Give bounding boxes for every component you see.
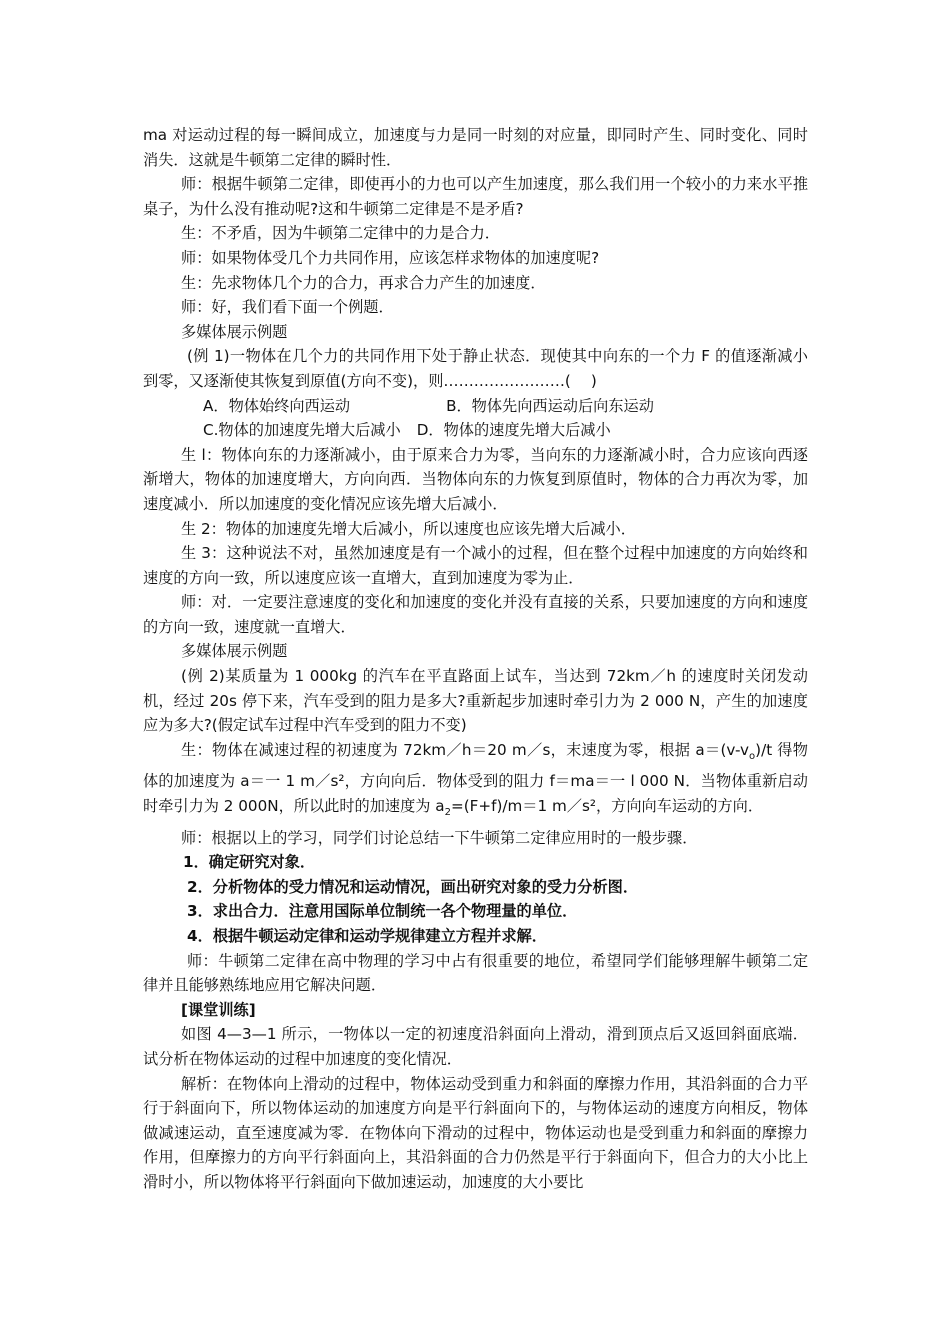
paragraph-12: 师：对．一定要注意速度的变化和加速度的变化并没有直接的关系，只要加速度的方向和速度的方向一致，速度就一直增大． <box>143 593 808 636</box>
example-1-question: (例 1)一物体在几个力的共同作用下处于静止状态．现使其中向东的一个力 F 的值逐渐减小到零，又逐渐使其恢复到原值(方向不变)，则……………………( ) <box>143 347 808 390</box>
subscript-2: 2 <box>444 807 451 819</box>
subscript-o: o <box>749 750 756 762</box>
paragraph-2: 师：根据牛顿第二定律，即使再小的力也可以产生加速度，那么我们用一个较小的力来水平推桌子，为什么没有推动呢?这和牛顿第二定律是不是矛盾? <box>143 175 808 218</box>
options-row-ab <box>143 394 808 419</box>
paragraph-10: 生 2：物体的加速度先增大后减小，所以速度也应该先增大后减小． <box>181 519 636 538</box>
options-row-cd <box>143 418 808 443</box>
paragraph-9: 生 l：物体向东的力逐渐减小，由于原来合力为零，当向东的力逐渐减小时，合力应该向西逐渐增大，物体的加速度增大，方向向西．当物体向东的力恢复到原值时，物体的合力再次为零，加速度减小．所以加速度的变化情况应该先增大后减小． <box>143 445 808 513</box>
paragraph-6: 师：好，我们看下面一个例题． <box>181 298 394 317</box>
paragraph-13: 多媒体展示例题 <box>181 642 288 661</box>
step-4: 4．根据牛顿运动定律和运动学规律建立方程并求解． <box>187 927 547 946</box>
option-d: D．物体的速度先增大后减小 <box>416 421 611 440</box>
step-3: 3．求出合力．注意用国际单位制统一各个物理量的单位． <box>187 902 578 921</box>
paragraph-5: 生：先求物体几个力的合力，再求合力产生的加速度． <box>181 273 546 292</box>
option-a: A．物体始终向西运动 <box>203 396 351 415</box>
analysis-paragraph: 解析：在物体向上滑动的过程中，物体运动受到重力和斜面的摩擦力作用，其沿斜面的合力平行于斜面向下，所以物体运动的加速度方向是平行斜面向下的，与物体运动的速度方向相反，物体做减速运动，直至速度减为零．在物体向下滑动的过程中，物体运动也是受到重力和斜面的摩擦力作用，但摩擦力的方向平行斜面向上，其沿斜面的合力仍然是平行于斜面向下，但合力的大小比上滑时小，所以物体将平行斜面向下做加速运动，加速度的大小要比 <box>143 1074 808 1191</box>
paragraph-4: 师：如果物体受几个力共同作用，应该怎样求物体的加速度呢? <box>181 248 600 267</box>
option-b: B．物体先向西运动后向东运动 <box>446 396 654 415</box>
solution-part-3: =(F+f)/m＝1 m／s²，方向向车运动的方向． <box>451 797 764 816</box>
paragraph-16: 师：根据以上的学习，同学们讨论总结一下牛顿第二定律应用时的一般步骤． <box>181 828 698 847</box>
example-2-solution <box>143 738 808 826</box>
solution-part-1: 生：物体在减速过程的初速度为 72km／h＝20 m／s，末速度为零，根据 a＝(v-v <box>181 740 750 759</box>
example-2-question: (例 2)某质量为 1 000kg 的汽车在平直路面上试车，当达到 72km／h 的速度时关闭发动机，经过 20s 停下来，汽车受到的阻力是多大?重新起步加速时牵引力为 2 000 N，产生的加速度应为多大?(假定试车过程中汽车受到的阻力不变) <box>143 667 808 735</box>
solution-part-2: )/t 得物体的加速度为 a＝一 1 m／s²，方向向后．物体受到的阻力 f＝ma＝一 l 000 N．当物体重新启动时牵引力为 2 000N，所以此时的加速度为 a <box>143 740 808 816</box>
paragraph-11: 生 3：这种说法不对，虽然加速度是有一个减小的过程，但在整个过程中加速度的方向始终和速度的方向一致，所以速度应该一直增大，直到加速度为零为止． <box>143 544 808 587</box>
paragraph-7: 多媒体展示例题 <box>181 322 288 341</box>
paragraph-1: ma 对运动过程的每一瞬间成立，加速度与力是同一时刻的对应量，即同时产生、同时变化、同时消失．这就是牛顿第二定律的瞬时性． <box>143 126 808 169</box>
paragraph-17: 师：牛顿第二定律在高中物理的学习中占有很重要的地位，希望同学们能够理解牛顿第二定律并且能够熟练地应用它解决问题． <box>143 951 808 995</box>
option-c: C.物体的加速度先增大后减小 <box>203 421 401 440</box>
section-heading-classroom-training: [课堂训练] <box>181 1000 256 1019</box>
document-body <box>143 123 808 1195</box>
paragraph-19: 如图 4—3—1 所示，一物体以一定的初速度沿斜面向上滑动，滑到顶点后又返回斜面底端．试分析在物体运动的过程中加速度的变化情况． <box>143 1025 808 1069</box>
step-1: 1．确定研究对象． <box>183 853 316 872</box>
paragraph-3: 生：不矛盾，因为牛顿第二定律中的力是合力． <box>181 224 500 243</box>
step-2: 2．分析物体的受力情况和运动情况，画出研究对象的受力分析图． <box>187 877 639 896</box>
